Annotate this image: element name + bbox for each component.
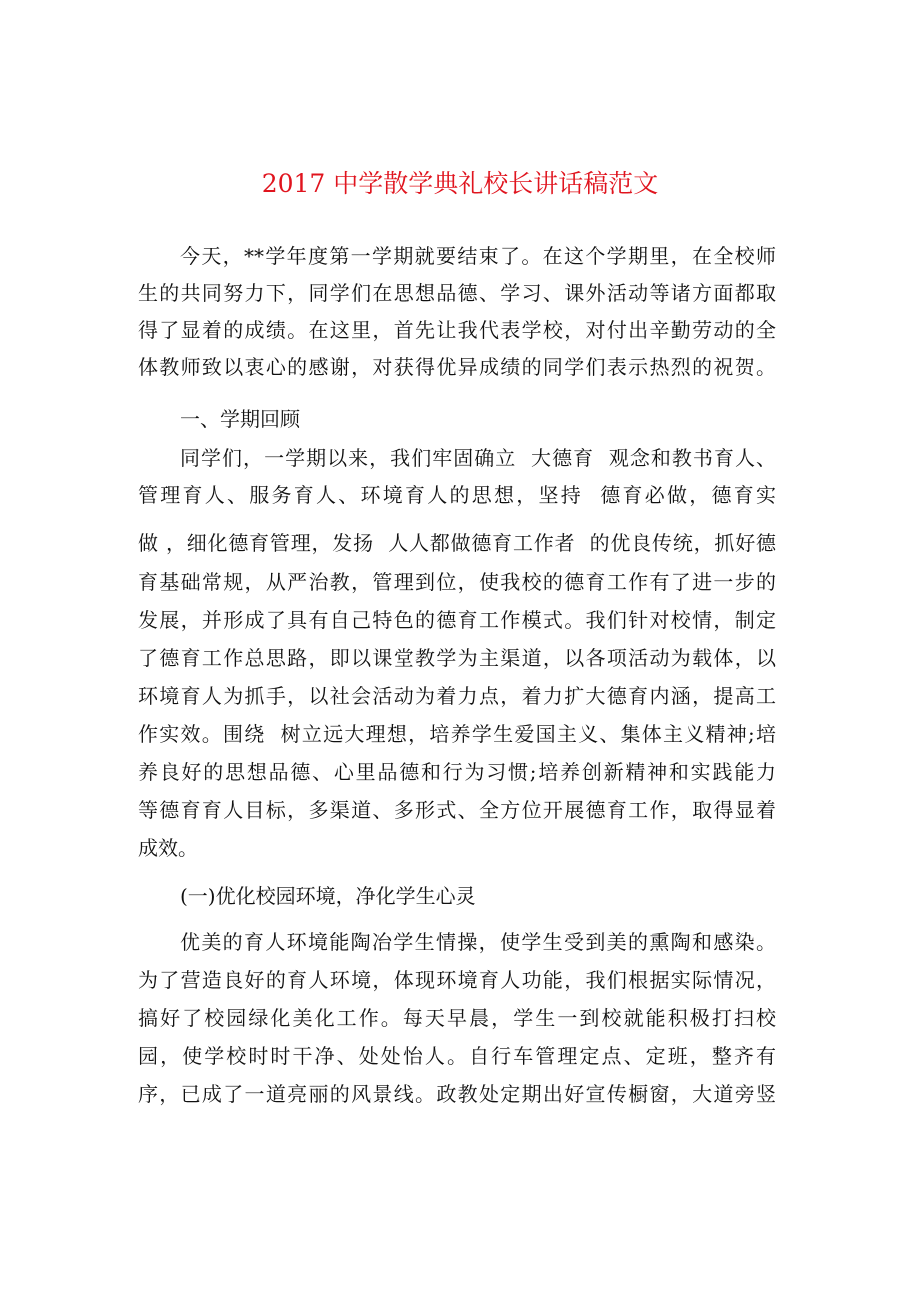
paragraph-line: 体教师致以衷心的感谢，对获得优异成绩的同学们表示热烈的祝贺。 (138, 355, 776, 379)
section-heading: (一)优化校园环境，净化学生心灵 (180, 884, 476, 908)
section-heading: 一、学期回顾 (180, 407, 300, 431)
paragraph-line: 等德育育人目标，多渠道、多形式、全方位开展德育工作，取得显着 (138, 798, 776, 822)
paragraph-line: 环境育人为抓手，以社会活动为着力点，着力扩大德育内涵，提高工 (138, 684, 776, 708)
paragraph-line: 序，已成了一道亮丽的风景线。政教处定期出好宣传橱窗，大道旁竖 (138, 1082, 776, 1106)
paragraph-line: 作实效。围绕 树立远大理想，培养学生爱国主义、集体主义精神;培 (138, 722, 776, 746)
paragraph-line: 得了显着的成绩。在这里，首先让我代表学校，对付出辛勤劳动的全 (138, 318, 776, 342)
paragraph-line: 今天，**学年度第一学期就要结束了。在这个学期里，在全校师 (180, 244, 776, 268)
paragraph-line: 管理育人、服务育人、环境育人的思想，坚持 德育必做，德育实 (138, 483, 776, 507)
paragraph-line: 优美的育人环境能陶冶学生情操，使学生受到美的熏陶和感染。 (180, 930, 776, 954)
paragraph-line: 同学们，一学期以来，我们牢固确立 大德育 观念和教书育人、 (180, 446, 776, 470)
paragraph-line: 做 ，细化德育管理，发扬 人人都做德育工作者 的优良传统，抓好德 (138, 531, 776, 555)
paragraph-line: 发展，并形成了具有自己特色的德育工作模式。我们针对校情，制定 (138, 608, 776, 632)
paragraph-line: 育基础常规，从严治教，管理到位，使我校的德育工作有了进一步的 (138, 570, 776, 594)
paragraph-line: 园，使学校时时干净、处处怡人。自行车管理定点、定班，整齐有 (138, 1044, 776, 1068)
paragraph-line: 成效。 (138, 836, 198, 860)
paragraph-line: 养良好的思想品德、心里品德和行为习惯;培养创新精神和实践能力 (138, 760, 776, 784)
paragraph-line: 为了营造良好的育人环境，体现环境育人功能，我们根据实际情况， (138, 968, 776, 992)
paragraph-line: 搞好了校园绿化美化工作。每天早晨，学生一到校就能积极打扫校 (138, 1006, 776, 1030)
paragraph-line: 生的共同努力下，同学们在思想品德、学习、课外活动等诸方面都取 (138, 281, 776, 305)
document-title: 2017 中学散学典礼校长讲话稿范文 (261, 169, 659, 198)
paragraph-line: 了德育工作总思路，即以课堂教学为主渠道，以各项活动为载体，以 (138, 646, 776, 670)
